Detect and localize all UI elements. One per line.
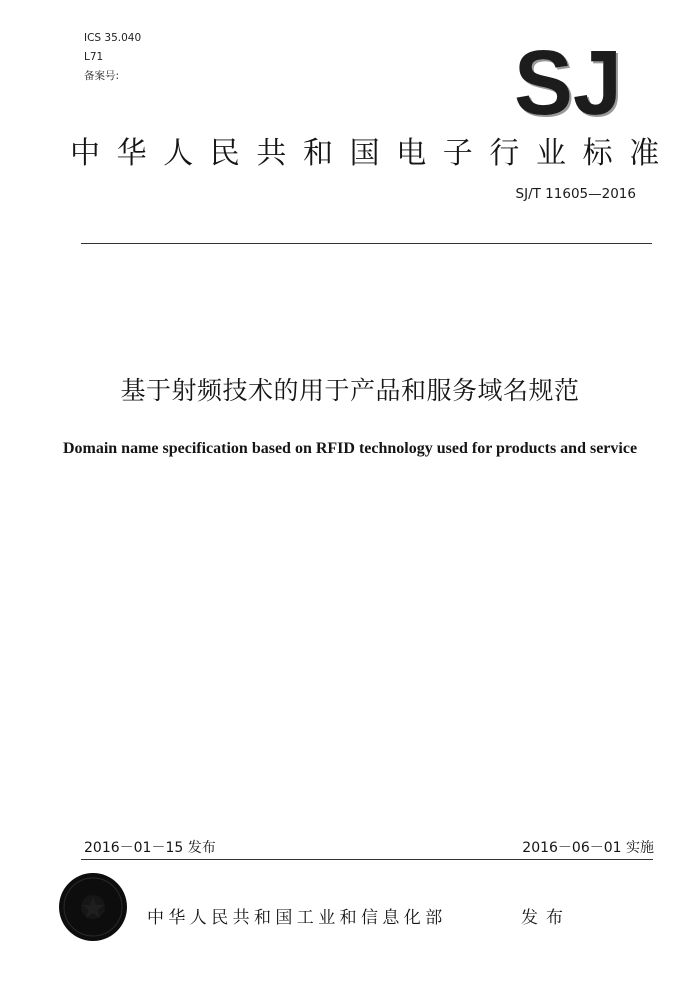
issuing-authority: 中华人民共和国工业和信息化部 bbox=[147, 908, 447, 928]
standard-code: SJ/T 11605—2016 bbox=[515, 186, 636, 202]
ics-code: ICS 35.040 bbox=[84, 32, 142, 44]
record-number-label: 备案号: bbox=[84, 70, 120, 82]
class-code: L71 bbox=[84, 51, 104, 63]
sj-logo-text: SJ bbox=[514, 42, 622, 120]
document-title-english: Domain name specification based on RFID technology used for products and service bbox=[62, 440, 638, 457]
issue-label: 发布 bbox=[521, 908, 571, 928]
issue-date: 2016－01－15 发布 bbox=[84, 840, 216, 856]
implementation-date: 2016－06－01 实施 bbox=[522, 840, 654, 856]
classification-block bbox=[84, 29, 141, 86]
sj-logo bbox=[512, 42, 624, 120]
industry-standard-title: 中华人民共和国电子行业标准 bbox=[70, 136, 676, 171]
document-title-chinese: 基于射频技术的用于产品和服务域名规范 bbox=[120, 376, 580, 405]
bottom-divider bbox=[81, 859, 653, 860]
ministry-seal bbox=[58, 872, 128, 942]
top-divider bbox=[81, 243, 652, 244]
